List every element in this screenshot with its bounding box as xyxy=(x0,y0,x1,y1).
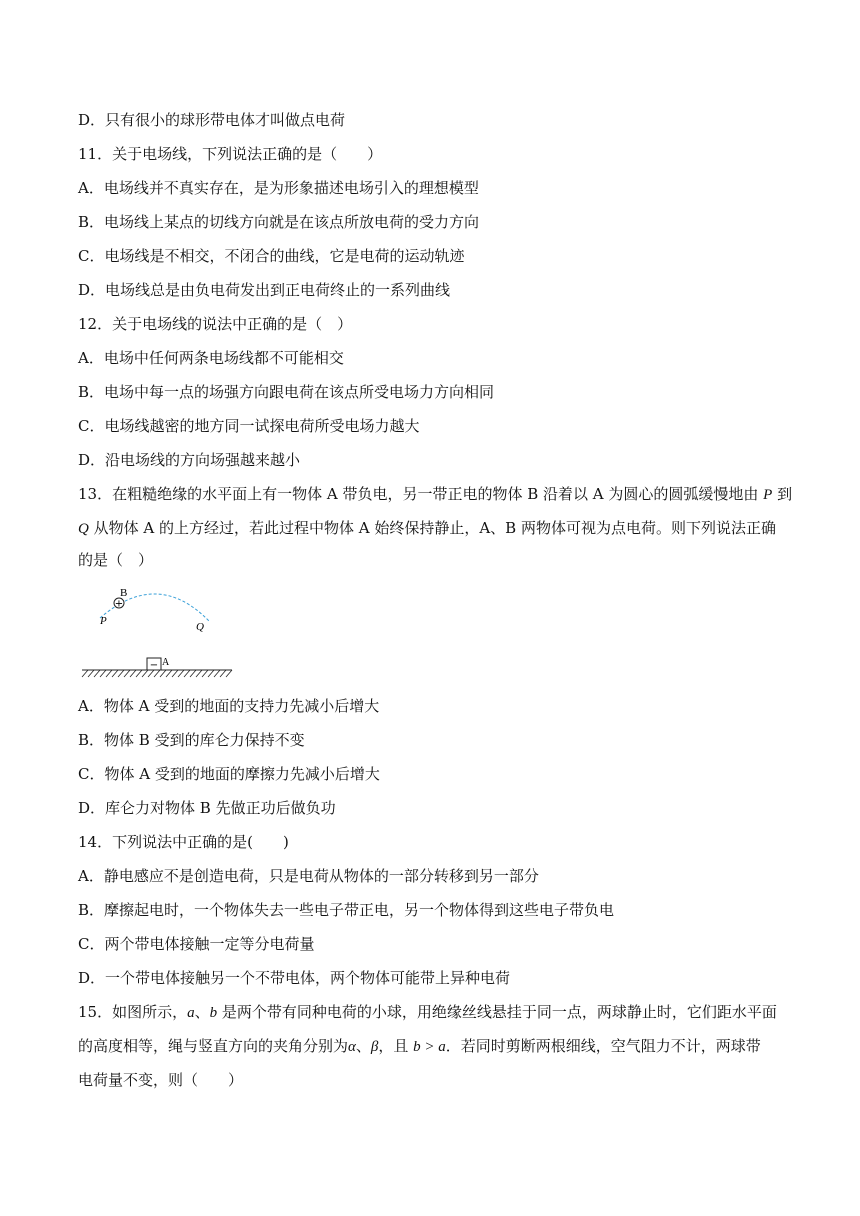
question-13-figure xyxy=(78,582,238,682)
q15-text-1: 15．如图所示， xyxy=(78,1003,188,1021)
q15-text-7: ．若同时剪断两根细线，空气阻力不计，两球带 xyxy=(445,1037,761,1055)
question-13-stem-line-2 xyxy=(78,518,800,539)
q15-beta: β xyxy=(370,1039,379,1055)
ground-hatching xyxy=(82,670,232,677)
question-15-stem-line-1 xyxy=(78,1002,800,1023)
question-14-option-c: C．两个带电体接触一定等分电荷量 xyxy=(78,935,315,953)
question-12-option-c: C．电场线越密的地方同一试探电荷所受电场力越大 xyxy=(78,417,420,435)
question-13-stem-line-3: 的是（ ） xyxy=(78,551,154,569)
question-14-option-d: D．一个带电体接触另一个不带电体，两个物体可能带上异种电荷 xyxy=(78,969,511,987)
question-15-stem-line-3: 电荷量不变，则（ ） xyxy=(78,1071,244,1089)
question-11-option-d: D．电场线总是由负电荷发出到正电荷终止的一系列曲线 xyxy=(78,281,451,299)
charge-b-sign: + xyxy=(114,598,124,610)
q13-text-1: 13．在粗糙绝缘的水平面上有一物体 A 带负电，另一带正电的物体 B 沿着以 A 为圆心的圆弧缓慢地由 xyxy=(78,485,764,503)
question-11-stem: 11．关于电场线，下列说法正确的是（ ） xyxy=(78,145,383,163)
question-13-option-a: A．物体 A 受到的地面的支持力先减小后增大 xyxy=(78,697,380,715)
question-13-option-b: B．物体 B 受到的库仑力保持不变 xyxy=(78,731,305,749)
q15-text-2: 、 xyxy=(194,1003,210,1021)
question-15-stem-line-2 xyxy=(78,1036,800,1057)
q13-text-2: 到 xyxy=(772,485,793,503)
question-14-stem: 14．下列说法中正确的是( ) xyxy=(78,833,289,851)
q15-alpha: α xyxy=(348,1039,356,1055)
q15-var-a: a xyxy=(187,1005,195,1021)
q13-var-p: P xyxy=(763,487,773,503)
q15-var-b: b xyxy=(209,1005,218,1021)
label-p: P xyxy=(100,615,107,627)
q13-text-3: 从物体 A 的上方经过，若此过程中物体 A 始终保持静止，A、B 两物体可视为点电荷。则下列说法正确 xyxy=(88,519,776,537)
q15-text-6: ，且 xyxy=(378,1037,414,1055)
question-12-option-b: B．电场中每一点的场强方向跟电荷在该点所受电场力方向相同 xyxy=(78,383,495,401)
label-a: A xyxy=(162,657,170,668)
q15-inequality: b > a xyxy=(413,1039,446,1055)
question-12-option-a: A．电场中任何两条电场线都不可能相交 xyxy=(78,349,344,367)
question-13-stem-line-1 xyxy=(78,484,800,505)
object-a-sign: − xyxy=(149,660,159,671)
question-12-option-d: D．沿电场线的方向场强越来越小 xyxy=(78,451,301,469)
question-12-stem: 12．关于电场线的说法中正确的是（ ） xyxy=(78,315,353,333)
label-q: Q xyxy=(196,621,204,633)
option-d-previous: D．只有很小的球形带电体才叫做点电荷 xyxy=(78,111,346,129)
question-14-option-a: A．静电感应不是创造电荷，只是电荷从物体的一部分转移到另一部分 xyxy=(78,867,539,885)
q15-text-5: 、 xyxy=(355,1037,371,1055)
question-11-option-b: B．电场线上某点的切线方向就是在该点所放电荷的受力方向 xyxy=(78,213,480,231)
question-11-option-c: C．电场线是不相交，不闭合的曲线，它是电荷的运动轨迹 xyxy=(78,247,465,265)
q13-var-q: Q xyxy=(78,521,89,537)
question-14-option-b: B．摩擦起电时，一个物体失去一些电子带正电，另一个物体得到这些电子带负电 xyxy=(78,901,615,919)
question-13-option-d: D．库仑力对物体 B 先做正功后做负功 xyxy=(78,799,336,817)
q15-text-3: 是两个带有同种电荷的小球，用绝缘丝线悬挂于同一点，两球静止时，它们距水平面 xyxy=(217,1003,777,1021)
label-b: B xyxy=(120,587,128,599)
question-11-option-a: A．电场线并不真实存在，是为形象描述电场引入的理想模型 xyxy=(78,179,479,197)
question-13-option-c: C．物体 A 受到的地面的摩擦力先减小后增大 xyxy=(78,765,380,783)
q15-text-4: 的高度相等，绳与竖直方向的夹角分别为 xyxy=(78,1037,349,1055)
